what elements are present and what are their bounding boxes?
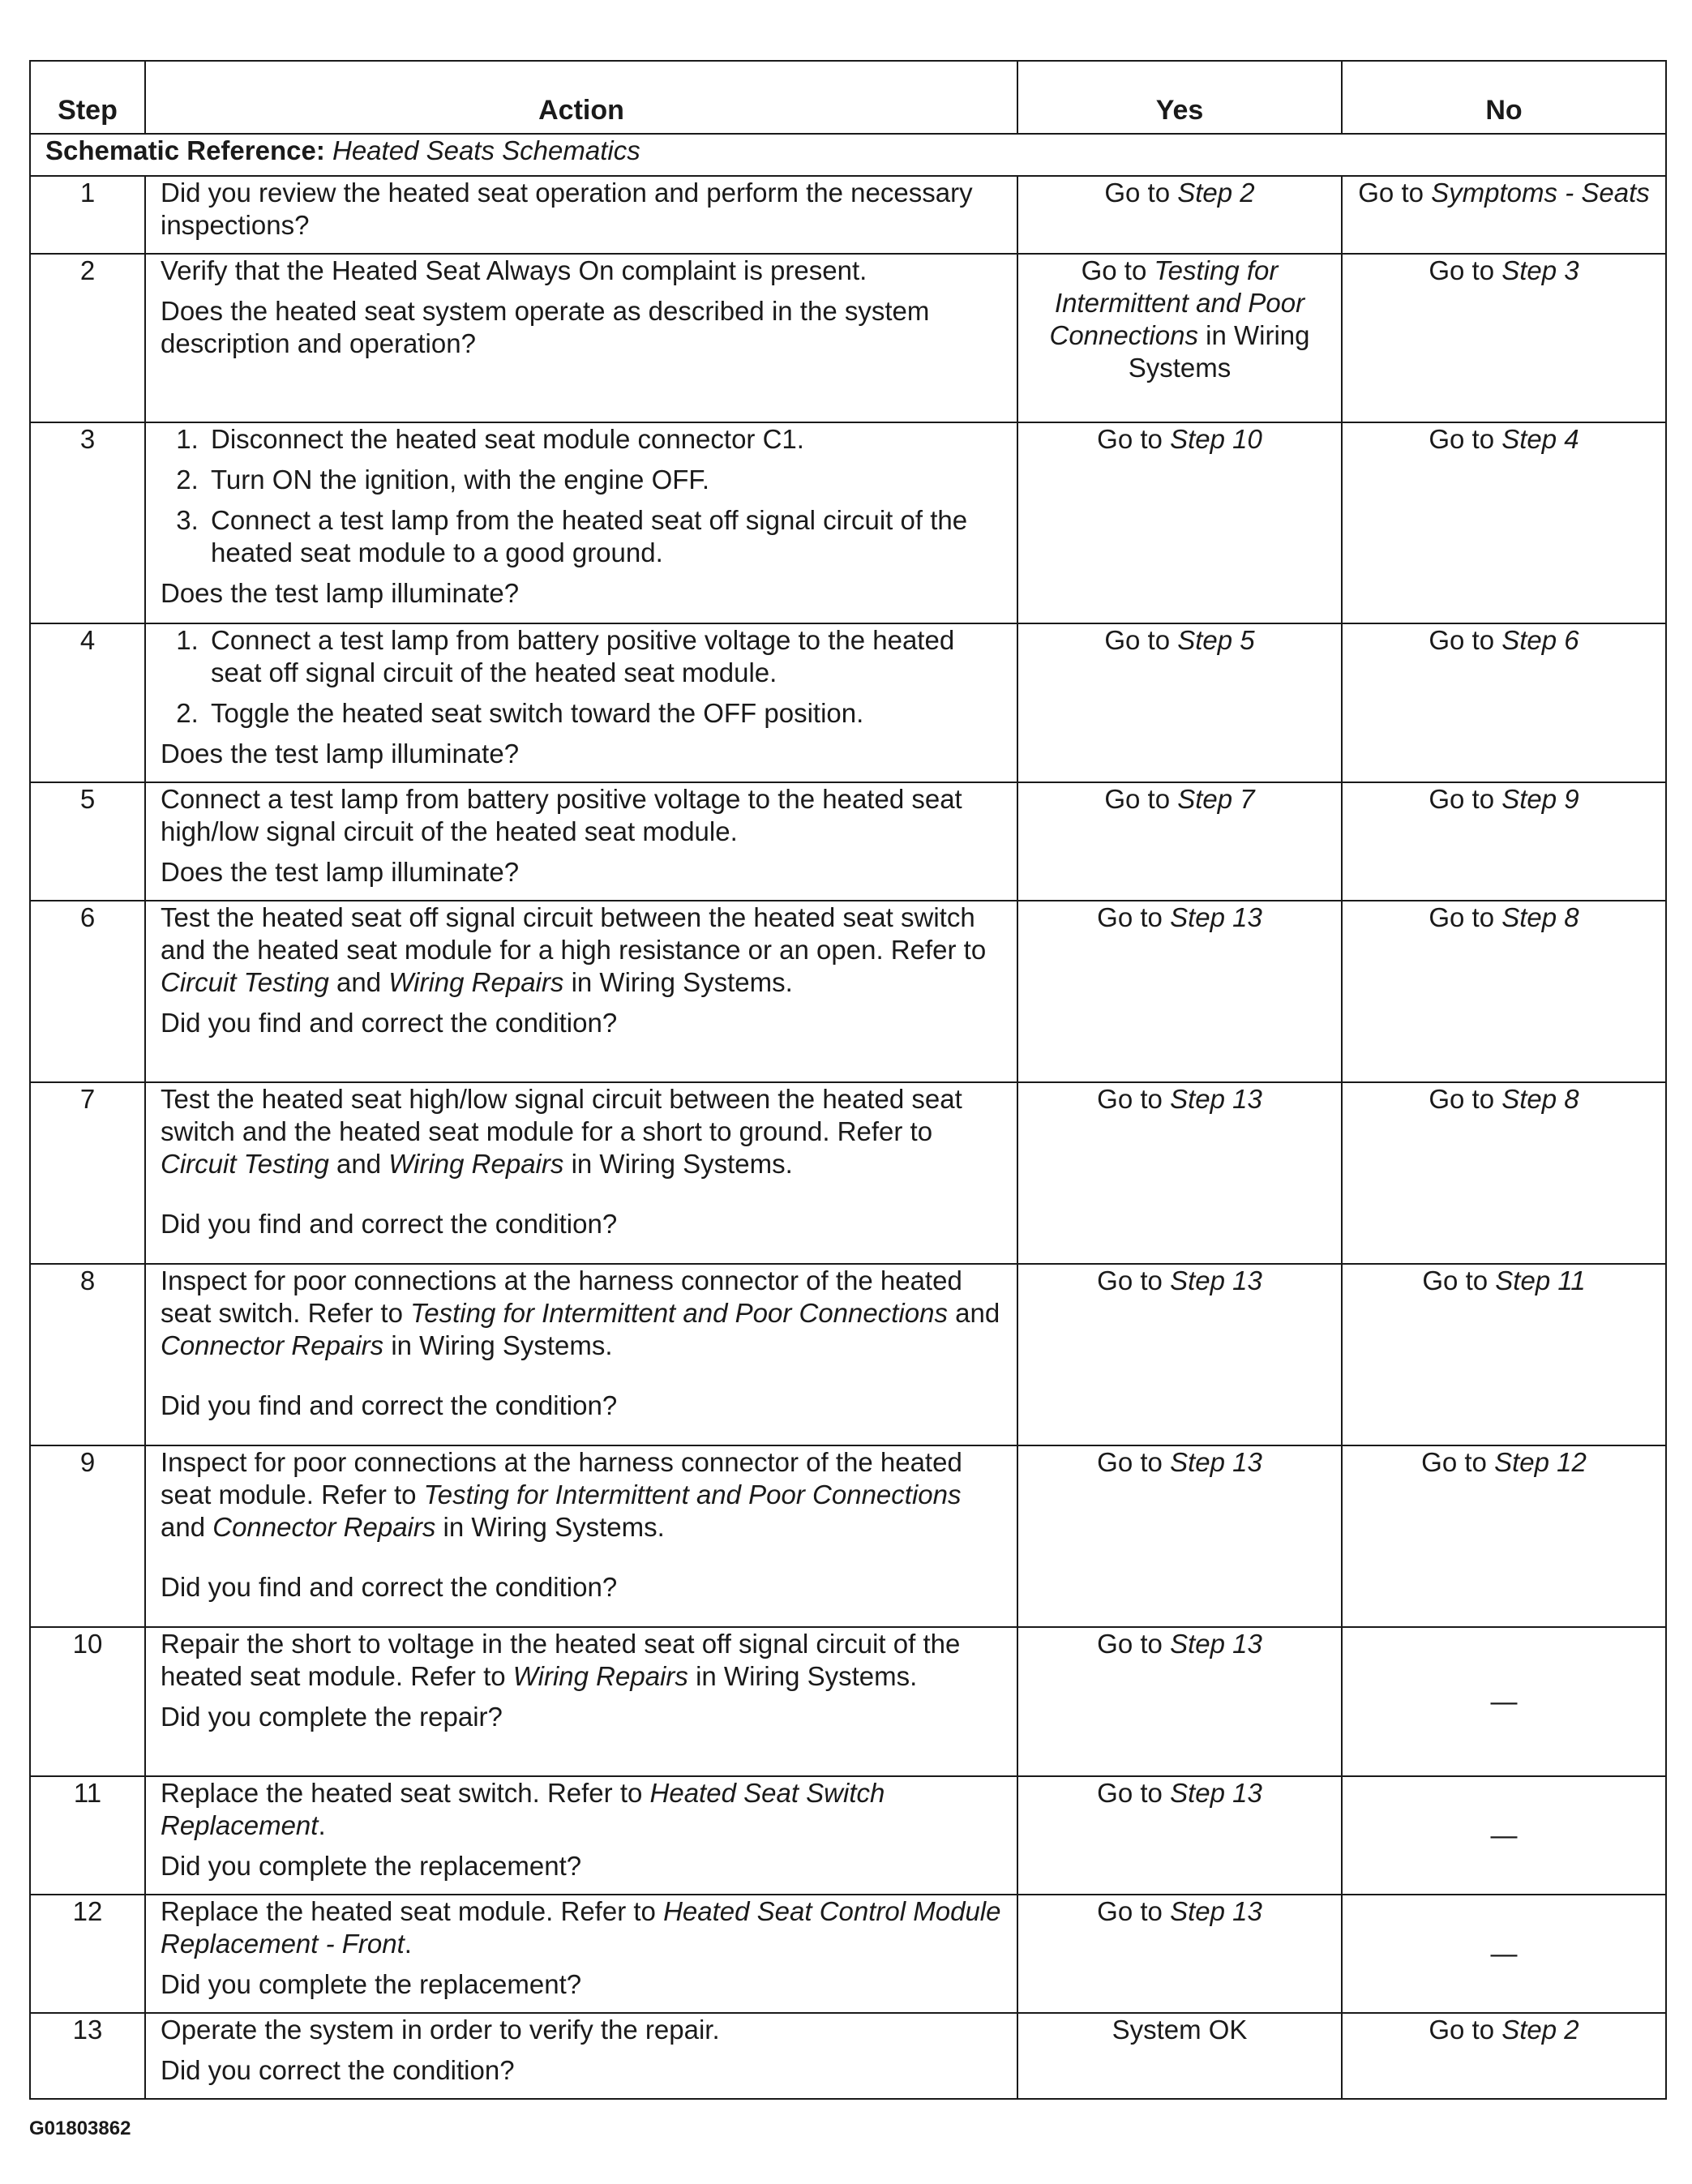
instruction: Operate the system in order to verify the repair. <box>161 2015 720 2045</box>
action-cell <box>145 176 1017 254</box>
step-link[interactable]: Step 7 <box>1177 784 1255 814</box>
go-to-label: Go to <box>1429 1084 1495 1114</box>
step-link[interactable]: Step 13 <box>1170 1629 1262 1659</box>
yes-cell <box>1017 176 1342 254</box>
go-to-label: Go to <box>1429 784 1495 814</box>
no-cell <box>1342 1082 1666 1264</box>
list-item: 3. Connect a test lamp from the heated seat off signal circuit of the heated seat module to a good ground. <box>206 504 1002 569</box>
yes-cell <box>1017 422 1342 623</box>
go-to-label: Go to <box>1429 424 1495 454</box>
go-to-label: Go to <box>1097 1629 1163 1659</box>
yes-cell <box>1017 782 1342 901</box>
table-row <box>30 1082 1666 1264</box>
no-cell <box>1342 623 1666 782</box>
reference-link[interactable]: Testing for Intermittent and Poor Connections <box>410 1298 948 1328</box>
go-to-label: Go to <box>1104 625 1171 655</box>
table-row <box>30 2013 1666 2099</box>
reference-suffix: in Wiring Systems <box>1128 320 1310 383</box>
schematic-link[interactable]: Heated Seats Schematics <box>332 135 640 165</box>
schematic-row <box>30 134 1666 176</box>
step-number: 7 <box>30 1082 145 1264</box>
table-row <box>30 1776 1666 1895</box>
instruction-text: and <box>336 1149 382 1179</box>
instruction-text: Test the heated seat off signal circuit between the heated seat switch and the heated seat module for a high resistance or an open. Refer to <box>161 902 987 965</box>
go-to-label: Go to <box>1429 255 1495 285</box>
header-action: Action <box>145 61 1017 134</box>
question: Did you find and correct the condition? <box>161 1572 618 1602</box>
instruction: Connect a test lamp from battery positive voltage to the heated seat high/low signal circuit of the heated seat module. <box>161 784 962 846</box>
instruction-text: in Wiring Systems. <box>571 967 793 997</box>
step-number: 1 <box>30 176 145 254</box>
go-to-label: Go to <box>1097 1778 1163 1808</box>
table-row <box>30 422 1666 623</box>
schematic-label: Schematic Reference: <box>45 135 325 165</box>
no-cell: — <box>1342 1776 1666 1895</box>
go-to-label: Go to <box>1104 178 1171 208</box>
step-link[interactable]: Step 13 <box>1170 1896 1262 1926</box>
reference-link[interactable]: Connector Repairs <box>161 1330 384 1360</box>
symptoms-link[interactable]: Symptoms - Seats <box>1431 178 1650 208</box>
no-cell <box>1342 1264 1666 1445</box>
go-to-label: Go to <box>1097 424 1163 454</box>
figure-id: G01803862 <box>29 2118 131 2139</box>
go-to-label: Go to <box>1429 2015 1495 2045</box>
no-cell <box>1342 422 1666 623</box>
action-cell <box>145 254 1017 422</box>
step-number: 2 <box>30 254 145 422</box>
header-row <box>30 61 1666 134</box>
step-number: 13 <box>30 2013 145 2099</box>
go-to-label: Go to <box>1097 1447 1163 1477</box>
step-link[interactable]: Step 12 <box>1494 1447 1587 1477</box>
list-item: 2. Toggle the heated seat switch toward the OFF position. <box>206 697 1002 730</box>
no-cell <box>1342 1445 1666 1627</box>
action-cell <box>145 1895 1017 2013</box>
yes-cell <box>1017 1082 1342 1264</box>
yes-cell <box>1017 1776 1342 1895</box>
step-number: 9 <box>30 1445 145 1627</box>
step-number: 3 <box>30 422 145 623</box>
schematic-reference <box>30 134 1666 176</box>
instruction <box>161 1446 1002 1544</box>
reference-link[interactable]: Heated Seat Switch Replacement <box>161 1778 885 1840</box>
table-row <box>30 623 1666 782</box>
reference-link[interactable]: Testing for Intermittent and Poor Connections <box>423 1480 962 1510</box>
go-to-label: Go to <box>1104 784 1171 814</box>
yes-cell <box>1017 623 1342 782</box>
action-cell <box>145 1082 1017 1264</box>
reference-link[interactable]: Heated Seat Control Module Replacement - Front <box>161 1896 1001 1959</box>
instruction-text: in Wiring Systems. <box>571 1149 793 1179</box>
instruction-text: Replace the heated seat switch. Refer to <box>161 1778 643 1808</box>
instruction-text: and <box>336 967 382 997</box>
list-item: 2. Turn ON the ignition, with the engine OFF. <box>206 464 1002 496</box>
step-link[interactable]: Step 5 <box>1177 625 1255 655</box>
action-cell <box>145 1627 1017 1776</box>
step-link[interactable]: Step 10 <box>1170 424 1262 454</box>
instruction <box>161 1083 1002 1180</box>
instruction-text: and <box>955 1298 1000 1328</box>
table-row <box>30 176 1666 254</box>
step-link[interactable]: Step 11 <box>1495 1265 1586 1295</box>
step-link[interactable]: Step 9 <box>1501 784 1579 814</box>
action-cell <box>145 782 1017 901</box>
yes-cell <box>1017 901 1342 1082</box>
instruction-text: and <box>161 1512 206 1542</box>
go-to-label: Go to <box>1421 1447 1487 1477</box>
yes-cell <box>1017 254 1342 422</box>
instruction <box>161 1777 1002 1842</box>
instruction <box>161 1628 1002 1693</box>
table-row <box>30 782 1666 901</box>
yes-cell: System OK <box>1017 2013 1342 2099</box>
instruction-text: Inspect for poor connections at the harness connector of the heated seat switch. Refer to <box>161 1265 962 1328</box>
header-step: Step <box>30 61 145 134</box>
step-number: 11 <box>30 1776 145 1895</box>
instruction-text: in Wiring Systems. <box>391 1330 613 1360</box>
instruction-text: Repair the short to voltage in the heated seat off signal circuit of the heated seat module. Refer to <box>161 1629 961 1691</box>
action-cell <box>145 901 1017 1082</box>
list-item: 1. Connect a test lamp from battery positive voltage to the heated seat off signal circuit of the heated seat module. <box>206 624 1002 689</box>
header-no: No <box>1342 61 1666 134</box>
step-link[interactable]: Step 2 <box>1177 178 1255 208</box>
diagnostic-table <box>29 60 1667 2100</box>
no-cell <box>1342 254 1666 422</box>
reference-link[interactable]: Testing for Intermittent and Poor Connections <box>1049 255 1305 350</box>
instruction <box>161 1895 1002 1960</box>
step-number: 6 <box>30 901 145 1082</box>
no-cell <box>1342 176 1666 254</box>
list-item: 1. Disconnect the heated seat module connector C1. <box>206 423 1002 456</box>
step-link[interactable]: Step 13 <box>1170 902 1262 932</box>
reference-link[interactable]: Wiring Repairs <box>388 967 564 997</box>
header-yes: Yes <box>1017 61 1342 134</box>
question: Did you complete the replacement? <box>161 1851 582 1881</box>
step-link[interactable]: Step 8 <box>1501 1084 1579 1114</box>
question: Did you find and correct the condition? <box>161 1008 618 1038</box>
question: Did you complete the replacement? <box>161 1969 582 1999</box>
go-to-label: Go to <box>1097 1265 1163 1295</box>
go-to-label: Go to <box>1097 902 1163 932</box>
step-number: 4 <box>30 623 145 782</box>
table-row <box>30 1627 1666 1776</box>
step-link[interactable]: Step 13 <box>1170 1265 1262 1295</box>
action-cell <box>145 422 1017 623</box>
step-number: 10 <box>30 1627 145 1776</box>
step-link[interactable]: Step 3 <box>1501 255 1579 285</box>
question: Did you complete the repair? <box>161 1702 503 1732</box>
instruction-text: Inspect for poor connections at the harness connector of the heated seat module. Refer to <box>161 1447 962 1510</box>
reference-link[interactable]: Connector Repairs <box>212 1512 436 1542</box>
yes-cell <box>1017 1627 1342 1776</box>
step-link[interactable]: Step 4 <box>1501 424 1579 454</box>
go-to-label: Go to <box>1422 1265 1489 1295</box>
reference-link[interactable]: Circuit Testing <box>161 1149 329 1179</box>
go-to-label: Go to <box>1358 178 1424 208</box>
question: Does the heated seat system operate as described in the system description and operation? <box>161 296 930 358</box>
question: Did you find and correct the condition? <box>161 1390 618 1420</box>
action-cell <box>145 1445 1017 1627</box>
instruction-text: . <box>318 1810 326 1840</box>
action-cell <box>145 2013 1017 2099</box>
go-to-label: Go to <box>1097 1084 1163 1114</box>
no-cell <box>1342 782 1666 901</box>
instruction: Verify that the Heated Seat Always On complaint is present. <box>161 255 867 285</box>
go-to-label: Go to <box>1429 902 1495 932</box>
table-row <box>30 1445 1666 1627</box>
yes-cell <box>1017 1445 1342 1627</box>
question: Does the test lamp illuminate? <box>161 857 520 887</box>
instruction-text: in Wiring Systems. <box>696 1661 918 1691</box>
instruction-text: . <box>404 1929 412 1959</box>
table-row <box>30 901 1666 1082</box>
step-link[interactable]: Step 6 <box>1501 625 1579 655</box>
go-to-label: Go to <box>1081 255 1147 285</box>
table-row <box>30 1264 1666 1445</box>
reference-link[interactable]: Circuit Testing <box>161 967 329 997</box>
step-number: 5 <box>30 782 145 901</box>
step-link[interactable]: Step 13 <box>1170 1778 1262 1808</box>
no-cell: — <box>1342 1895 1666 2013</box>
question: Does the test lamp illuminate? <box>161 739 520 769</box>
action-cell <box>145 623 1017 782</box>
yes-cell <box>1017 1264 1342 1445</box>
instruction-text: Test the heated seat high/low signal circuit between the heated seat switch and the heated seat module for a short to ground. Refer to <box>161 1084 962 1146</box>
instruction-text: in Wiring Systems. <box>443 1512 665 1542</box>
step-link[interactable]: Step 13 <box>1170 1447 1262 1477</box>
step-link[interactable]: Step 8 <box>1501 902 1579 932</box>
go-to-label: Go to <box>1429 625 1495 655</box>
yes-cell <box>1017 1895 1342 2013</box>
action-cell <box>145 1776 1017 1895</box>
reference-link[interactable]: Wiring Repairs <box>388 1149 564 1179</box>
action-cell <box>145 1264 1017 1445</box>
instruction-list <box>161 423 1002 569</box>
no-cell <box>1342 901 1666 1082</box>
no-cell <box>1342 2013 1666 2099</box>
step-number: 8 <box>30 1264 145 1445</box>
question: Does the test lamp illuminate? <box>161 578 520 608</box>
table-row <box>30 1895 1666 2013</box>
step-link[interactable]: Step 2 <box>1501 2015 1579 2045</box>
question: Did you find and correct the condition? <box>161 1209 618 1239</box>
instruction <box>161 901 1002 999</box>
go-to-label: Go to <box>1097 1896 1163 1926</box>
reference-link[interactable]: Wiring Repairs <box>512 1661 688 1691</box>
no-cell: — <box>1342 1627 1666 1776</box>
instruction <box>161 1265 1002 1362</box>
table-row <box>30 254 1666 422</box>
instruction-text: Replace the heated seat module. Refer to <box>161 1896 656 1926</box>
step-link[interactable]: Step 13 <box>1170 1084 1262 1114</box>
question: Did you review the heated seat operation and perform the necessary inspections? <box>161 178 973 240</box>
question: Did you correct the condition? <box>161 2055 515 2085</box>
step-number: 12 <box>30 1895 145 2013</box>
instruction-list <box>161 624 1002 730</box>
